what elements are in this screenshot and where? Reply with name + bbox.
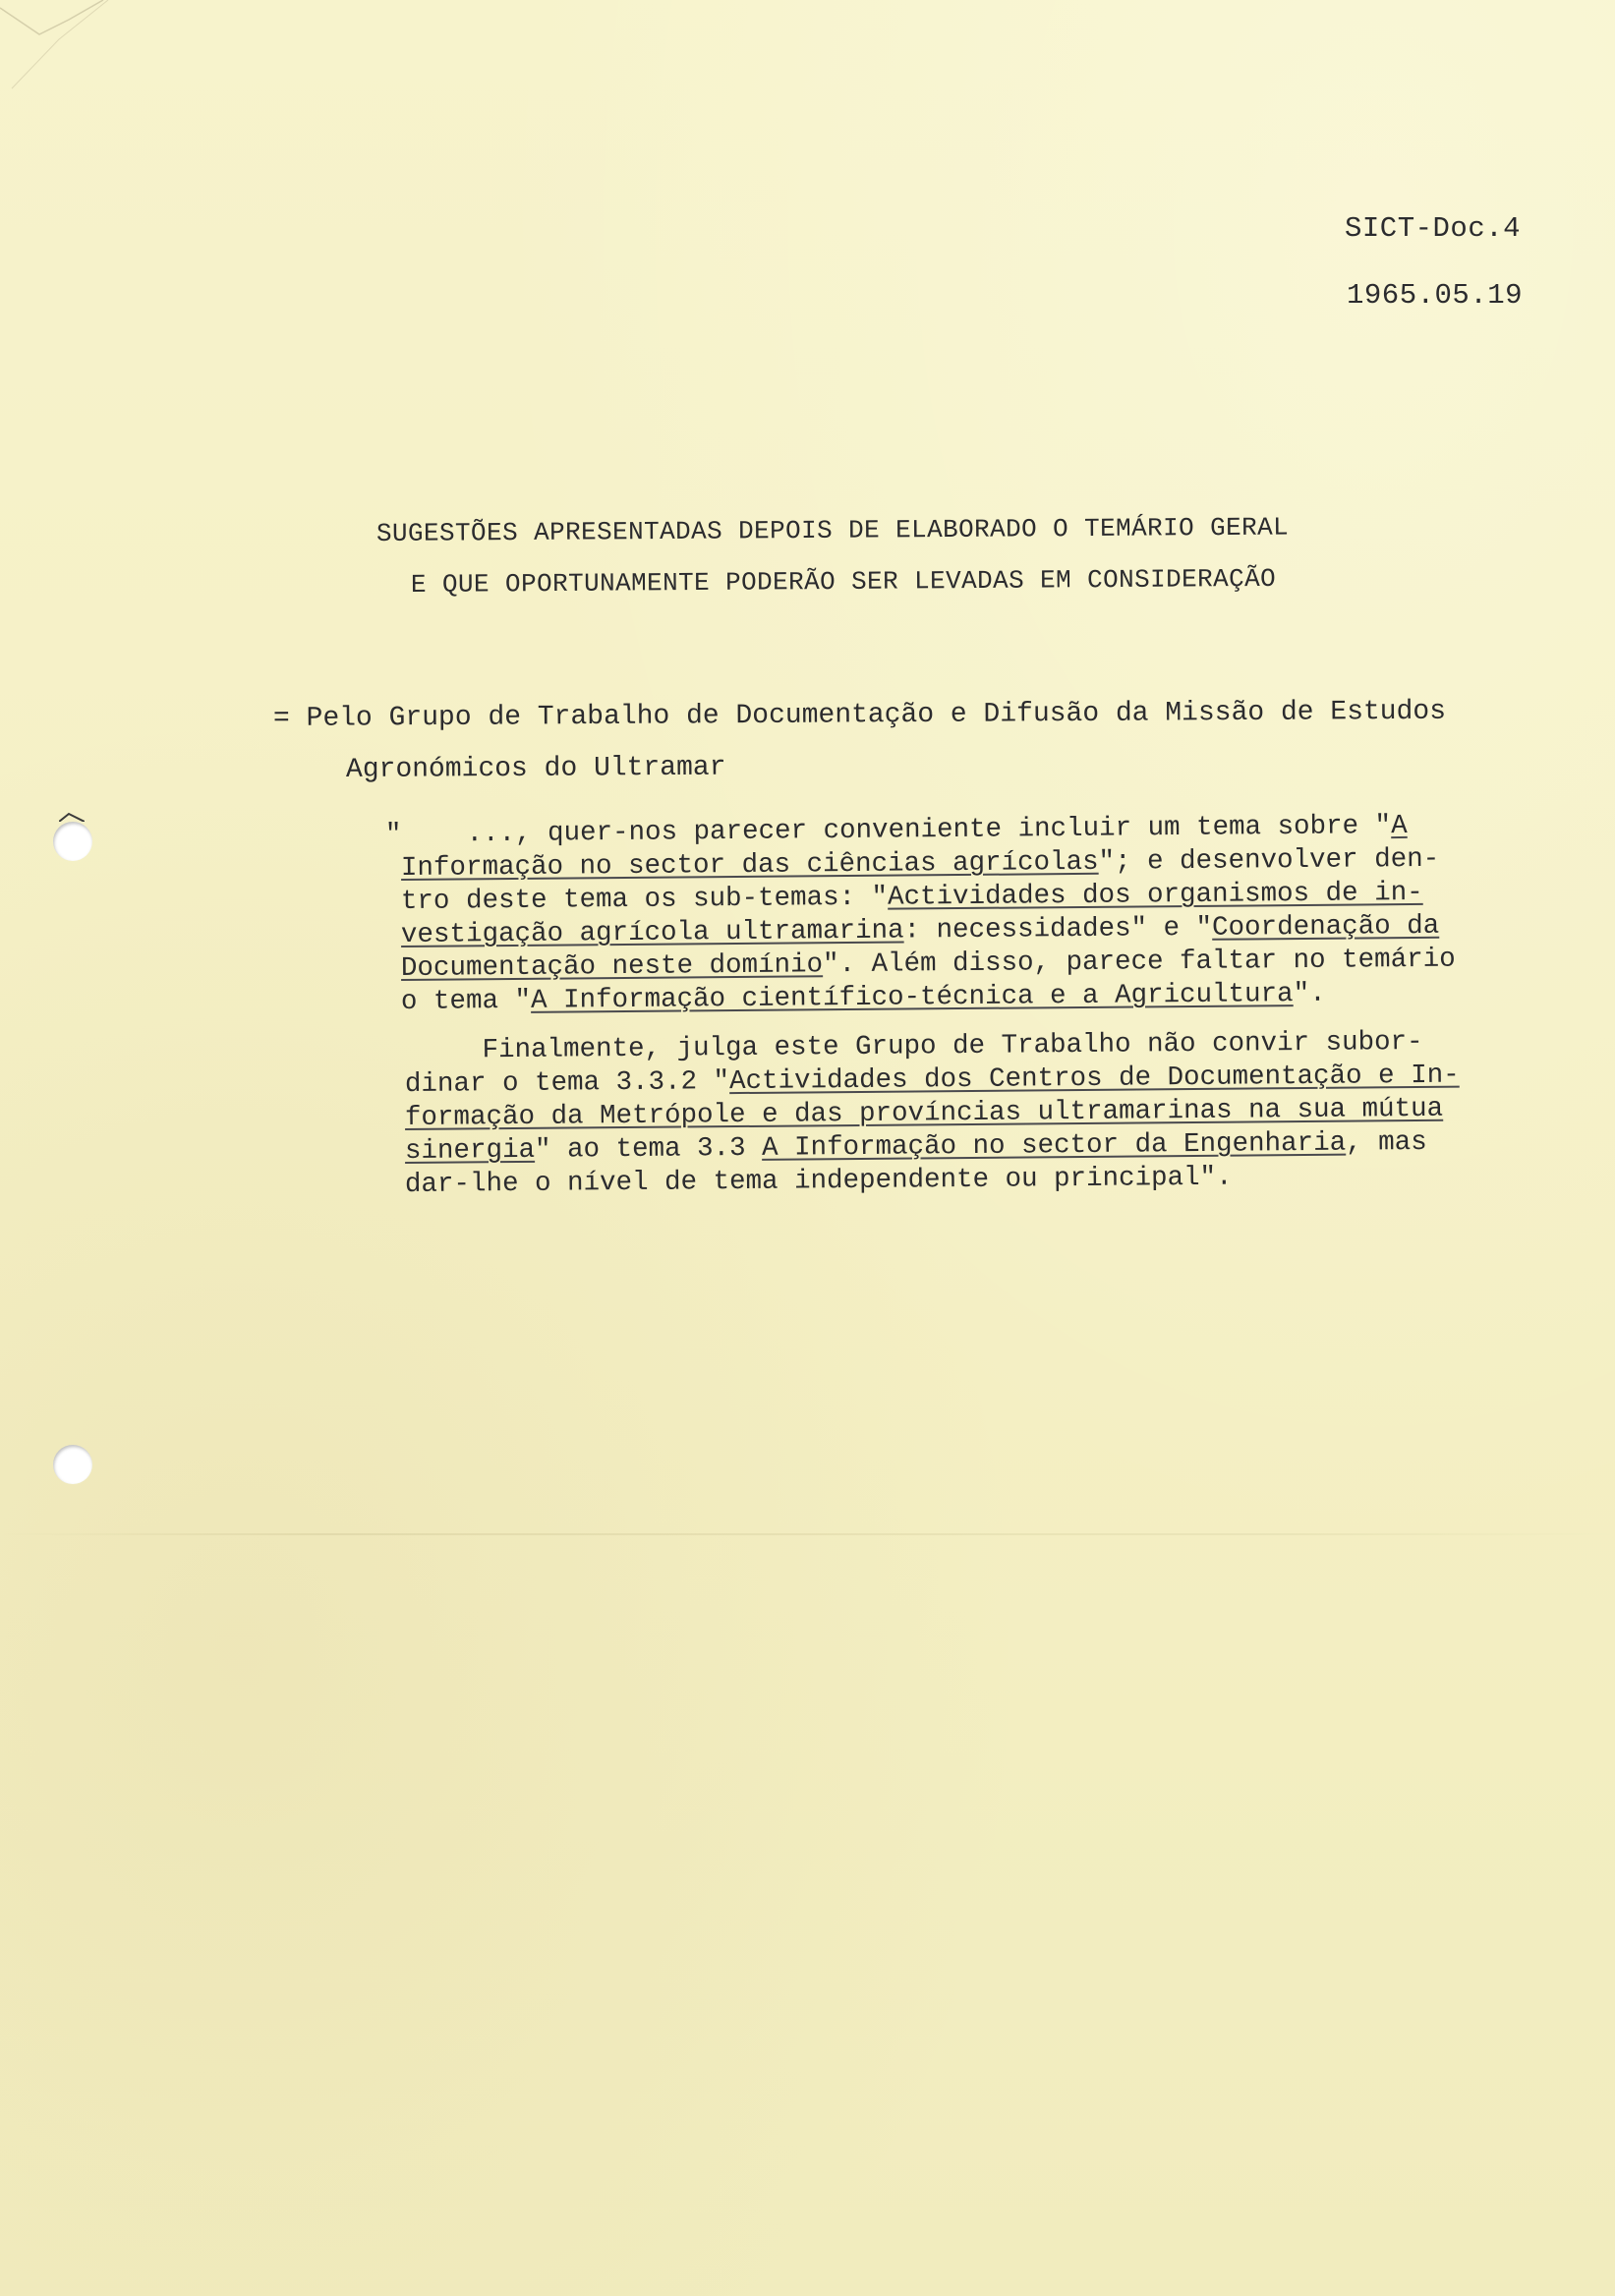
- quote-text: " ..., quer-nos parecer conveniente incluir um tema sobre ": [384, 811, 1392, 850]
- title-line-1: SUGESTÕES APRESENTADAS DEPOIS DE ELABORADO O TEMÁRIO GERAL: [375, 512, 1290, 548]
- quote-line-1: [384, 810, 1408, 850]
- quote-line-4: [400, 910, 1440, 950]
- corner-crease: [0, 0, 118, 108]
- quote-text: ". Além disso, parece faltar no temário: [822, 944, 1456, 981]
- punch-hole-bottom: [53, 1445, 92, 1484]
- underlined-text: formação da Metrópole e das províncias ultramarinas na sua mútua: [404, 1093, 1444, 1133]
- document-date: 1965.05.19: [1347, 279, 1524, 312]
- underlined-text: A Informação científico-técnica e a Agricultura: [530, 979, 1294, 1016]
- quote-text: " ao tema 3.3: [534, 1132, 763, 1166]
- section-heading-line-1: = Pelo Grupo de Trabalho de Documentação e Difusão da Missão de Estudos: [272, 696, 1447, 734]
- quote-line-2: [400, 843, 1440, 884]
- title-line-2: E QUE OPORTUNAMENTE PODERÃO SER LEVADAS EM CONSIDERAÇÃO: [410, 563, 1277, 600]
- quote-line-10: [404, 1126, 1427, 1167]
- underlined-text: sinergia: [404, 1134, 536, 1167]
- underlined-text: A Informação no sector da Engenharia: [761, 1127, 1347, 1164]
- hole-tear: [59, 812, 85, 822]
- section-heading-line-2: Agronómicos do Ultramar: [345, 752, 726, 785]
- quote-text: : necessidades" e ": [903, 912, 1213, 947]
- quote-line-9: [404, 1093, 1444, 1133]
- quote-text: ".: [1293, 978, 1326, 1010]
- quote-line-7: Finalmente, julga este Grupo de Trabalho não convir subor-: [400, 1026, 1423, 1066]
- quote-line-11: dar-lhe o nível de tema independente ou principal".: [404, 1162, 1233, 1200]
- underlined-text: Coordenação da: [1211, 910, 1440, 944]
- underlined-text: vestigação agrícola ultramarina: [400, 915, 904, 950]
- quote-text: , mas: [1346, 1126, 1427, 1159]
- quote-text: tro deste tema os sub-temas: ": [400, 882, 889, 917]
- quote-line-8: [405, 1062, 1460, 1099]
- underlined-text: A: [1390, 810, 1408, 842]
- quote-line-5: [400, 944, 1456, 984]
- punch-hole-top: [53, 822, 92, 861]
- quote-line-3: [400, 877, 1423, 917]
- quote-line-6: [400, 978, 1326, 1017]
- underlined-text: Informação no sector das ciências agrícolas: [400, 846, 1099, 884]
- underlined-text: Actividades dos organismos de in-: [887, 877, 1423, 913]
- quote-text: "; e desenvolver den-: [1098, 843, 1440, 878]
- paper-fold: [0, 1533, 1615, 1535]
- document-reference: SICT-Doc.4: [1345, 212, 1522, 245]
- quote-text: o tema ": [400, 985, 532, 1017]
- underlined-text: Actividades dos Centros de Documentação e In-: [728, 1060, 1460, 1098]
- quote-text: dinar o tema 3.3.2 ": [404, 1066, 730, 1100]
- underlined-text: Documentação neste domínio: [400, 949, 824, 984]
